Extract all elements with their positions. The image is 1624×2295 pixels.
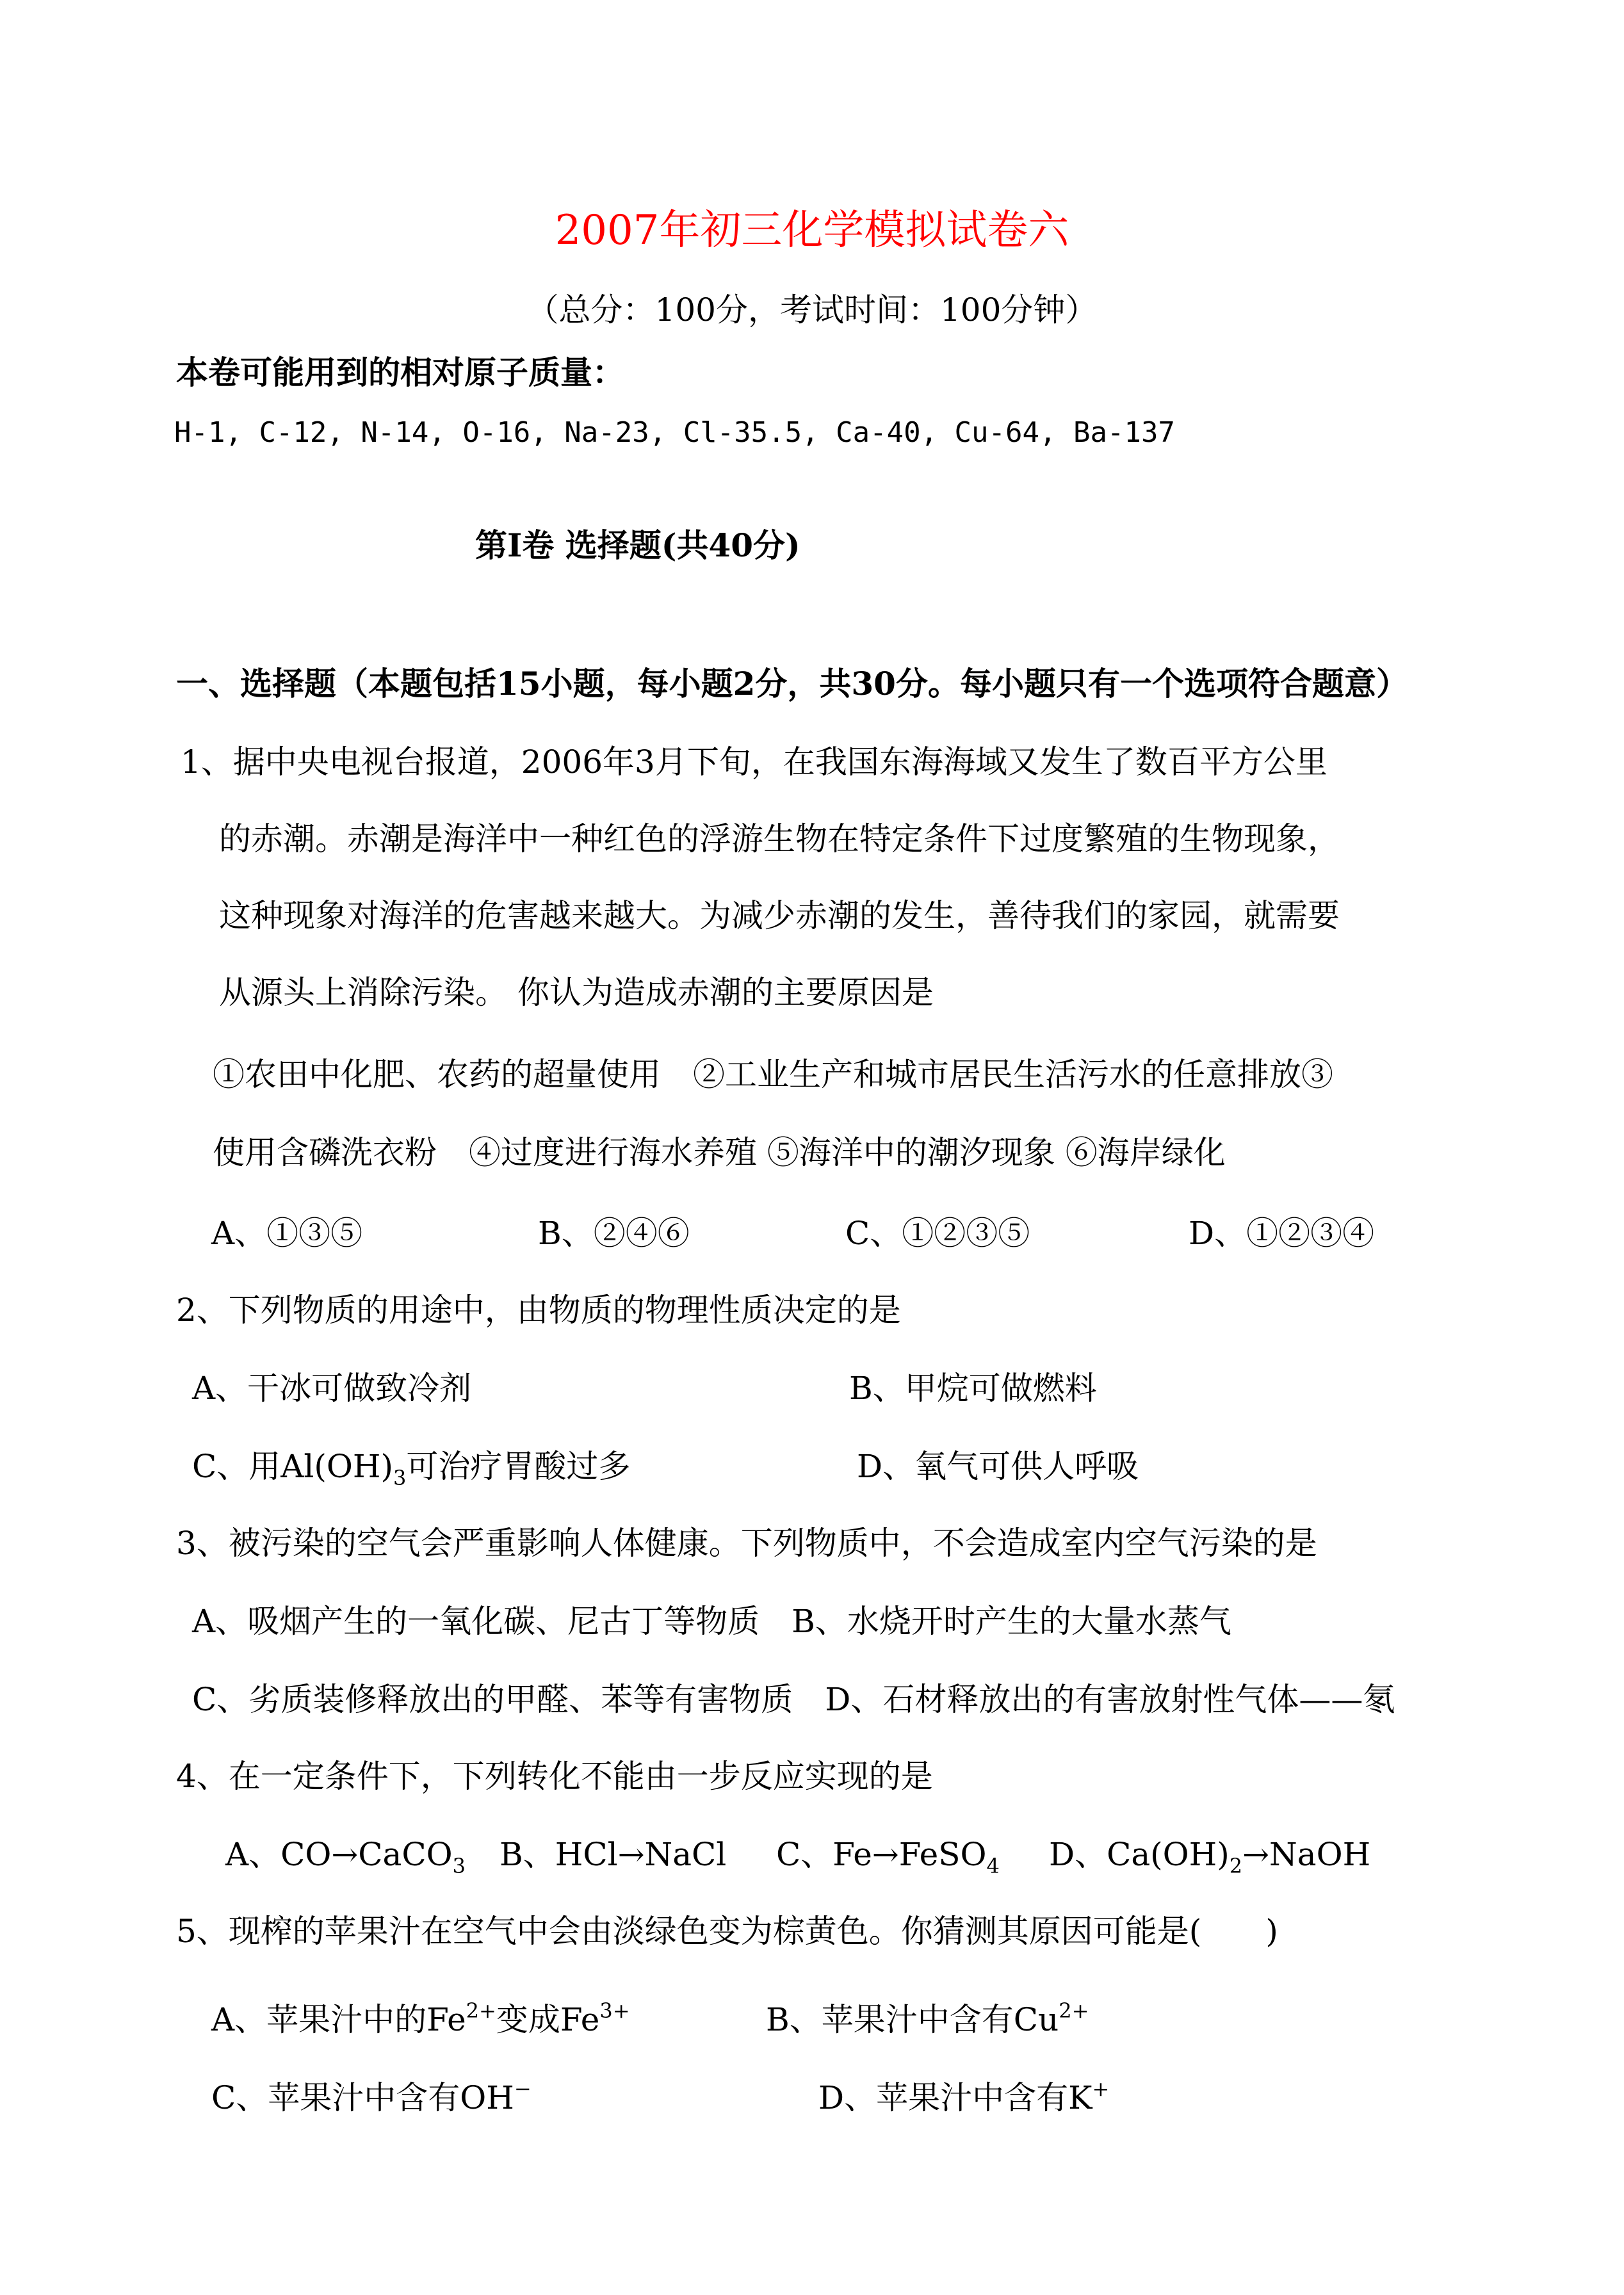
question-5-option-d: D、苹果汁中含有K+ bbox=[818, 2077, 1110, 2116]
question-1-line: 1、据中央电视台报道，2006年3月下旬，在我国东海海域又发生了数百平方公里 bbox=[181, 743, 1328, 781]
question-1-option-c: C、①②③⑤ bbox=[845, 1215, 1030, 1252]
exam-title: 2007年初三化学模拟试卷六 bbox=[555, 207, 1069, 254]
question-5-option-b: B、苹果汁中含有$Cu^{2+}$ bbox=[766, 1999, 1089, 2038]
question-1-option-b: B、②④⑥ bbox=[538, 1215, 690, 1252]
question-2-option-c: C、用$Al(OH)_3$可治疗胃酸过多 bbox=[192, 1448, 631, 1490]
part-title: 第Ⅰ卷 选择题(共40分) bbox=[475, 526, 800, 564]
question-4-stem: 4、在一定条件下，下列转化不能由一步反应实现的是 bbox=[176, 1758, 933, 1795]
question-2-option-d: D、氧气可供人呼吸 bbox=[857, 1448, 1139, 1485]
question-2-option-a: A、干冰可做致冷剂 bbox=[192, 1370, 472, 1407]
question-5-option-a: A、苹果汁中的$Fe^{2+}$变成$Fe^{3+}$ bbox=[211, 1999, 630, 2038]
question-4-option-d: D、$Ca(OH)_2\to NaOH$ bbox=[1049, 1836, 1371, 1878]
question-1-line: ①农田中化肥、农药的超量使用 ②工业生产和城市居民生活污水的任意排放③ bbox=[213, 1056, 1333, 1093]
atomic-mass-list: H-1, C-12, N-14, O-16, Na-23, Cl-35.5, Ca-40, Cu-64, Ba-137 bbox=[174, 416, 1175, 449]
question-1-line: 使用含磷洗衣粉 ④过度进行海水养殖 ⑤海洋中的潮汐现象 ⑥海岸绿化 bbox=[213, 1134, 1226, 1171]
question-5-option-c: C、苹果汁中含有OH− bbox=[211, 2077, 532, 2116]
question-1-option-d: D、①②③④ bbox=[1189, 1215, 1375, 1252]
question-5-stem: 5、现榨的苹果汁在空气中会由淡绿色变为棕黄色。你猜测其原因可能是( ) bbox=[176, 1913, 1278, 1950]
question-4-option-c: C、Fe→FeSO$_4$ bbox=[776, 1836, 1000, 1878]
question-4-option-b: B、HCl→NaCl bbox=[499, 1836, 727, 1873]
atomic-mass-heading: 本卷可能用到的相对原子质量： bbox=[176, 353, 624, 391]
question-1-option-a: A、①③⑤ bbox=[211, 1215, 363, 1252]
question-1-line: 的赤潮。赤潮是海洋中一种红色的浮游生物在特定条件下过度繁殖的生物现象， bbox=[219, 820, 1340, 857]
question-2-option-b: B、甲烷可做燃料 bbox=[849, 1370, 1097, 1407]
section-heading: 一、选择题（本题包括15小题，每小题2分，共30分。每小题只有一个选项符合题意） bbox=[176, 665, 1408, 702]
question-2-stem: 2、下列物质的用途中，由物质的物理性质决定的是 bbox=[176, 1292, 901, 1329]
question-4-option-a: A、CO→CaCO$_3$ bbox=[225, 1836, 466, 1878]
question-1-line: 这种现象对海洋的危害越来越大。为减少赤潮的发生，善待我们的家园，就需要 bbox=[219, 897, 1340, 934]
question-3-options-ab: A、吸烟产生的一氧化碳、尼古丁等物质 B、水烧开时产生的大量水蒸气 bbox=[192, 1603, 1231, 1640]
question-3-options-cd: C、劣质装修释放出的甲醛、苯等有害物质 D、石材释放出的有害放射性气体——氡 bbox=[192, 1681, 1395, 1718]
question-3-stem: 3、被污染的空气会严重影响人体健康。下列物质中，不会造成室内空气污染的是 bbox=[176, 1525, 1317, 1562]
question-1-line: 从源头上消除污染。 你认为造成赤潮的主要原因是 bbox=[219, 974, 934, 1011]
exam-subtitle: （总分：100分，考试时间：100分钟） bbox=[526, 291, 1098, 328]
